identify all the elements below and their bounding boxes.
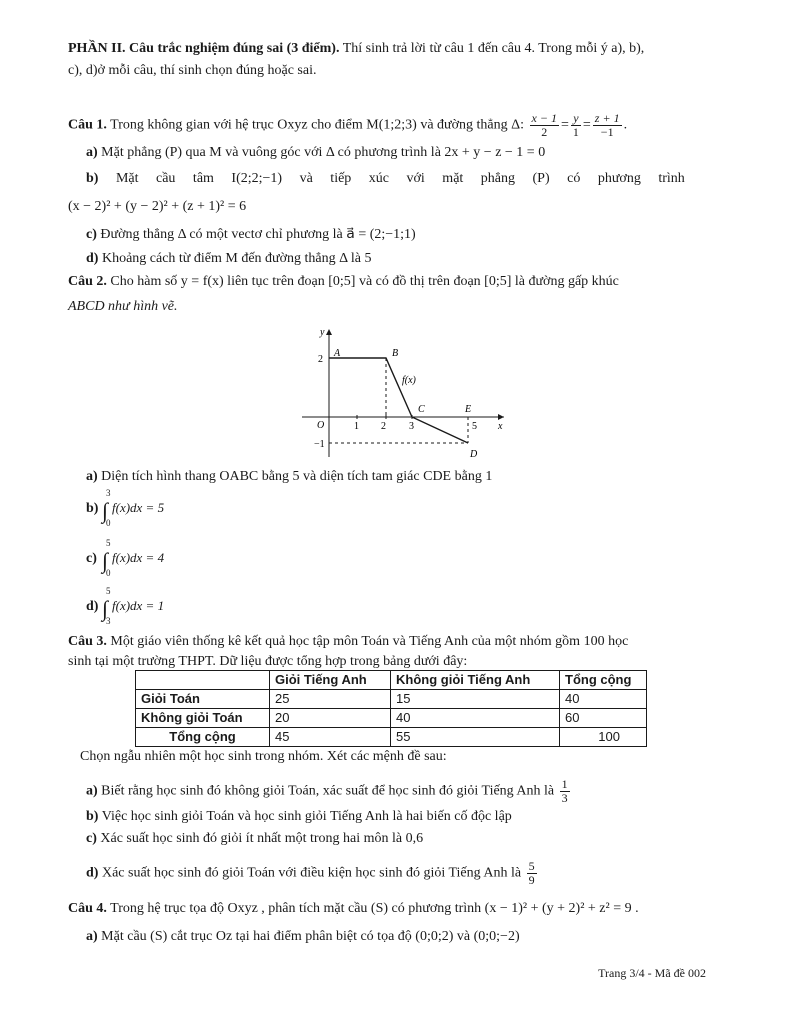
q1-option-b-eq: (x − 2)² + (y − 2)² + (z + 1)² = 6 (68, 199, 247, 214)
q2-stem-2: ABCD như hình vẽ. (68, 299, 178, 314)
page-footer: Trang 3/4 - Mã đề 002 (598, 966, 706, 980)
table-cell: 100 (560, 728, 647, 747)
table-cell: 55 (391, 728, 560, 747)
table-header: Tổng cộng (560, 671, 647, 690)
point-b-label: B (392, 348, 399, 359)
x-tick-2: 2 (381, 421, 386, 432)
table-row-header: Không giỏi Toán (136, 709, 270, 728)
q2-option-b: b) (86, 501, 99, 516)
q1-option-a: a) Mặt phẳng (P) qua M và vuông góc với Δ có phương trình là 2x + y − z − 1 = 0 (86, 145, 546, 160)
point-c-label: C (418, 404, 425, 415)
q3-a-fraction: $\frac{1}{3}$ (561, 777, 568, 805)
part-header (68, 40, 644, 58)
q2-option-a: a) Diện tích hình thang OABC bằng 5 và diện tích tam giác CDE bằng 1 (86, 469, 493, 484)
q4-option-a: a) Mặt cầu (S) cắt trục Oz tại hai điểm phân biệt có tọa độ (0;0;2) và (0;0;−2) (86, 929, 520, 944)
table-cell: 45 (270, 728, 391, 747)
y-tick-2: 2 (318, 354, 323, 365)
q3-option-d: d) Xác suất học sinh đó giỏi Toán với điều kiện học sinh đó giỏi Tiếng Anh là $\frac{5}{9}$ (86, 859, 535, 887)
part-instructions-1: Thí sinh trả lời từ câu 1 đến câu 4. Trong mỗi ý a), b), (339, 41, 645, 56)
table-row (136, 709, 647, 728)
q1-text: Trong không gian với hệ trục Oxyz cho điểm M(1;2;3) và đường thẳng Δ: (106, 117, 525, 133)
x-axis-arrow (498, 414, 504, 420)
q3-stem: Câu 3. Một giáo viên thống kê kết quả học tập môn Toán và Tiếng Anh của một nhóm gồm 100 học (68, 634, 629, 649)
table-cell: 40 (560, 690, 647, 709)
table-cell: 25 (270, 690, 391, 709)
function-label: f(x) (402, 375, 416, 386)
part-title: PHẦN II. Câu trắc nghiệm đúng sai (3 điểm). (68, 41, 340, 56)
q1-option-b: b) Mặt cầu tâm I(2;2;−1) và tiếp xúc với mặt phẳng (P) có phương trình (86, 171, 685, 186)
function-polyline (329, 358, 468, 443)
q2-option-c: c) (86, 551, 97, 566)
table-cell: 60 (560, 709, 647, 728)
q3-choose: Chọn ngẫu nhiên một học sinh trong nhóm. Xét các mệnh đề sau: (80, 749, 447, 764)
point-a-label: A (334, 348, 341, 359)
q3-option-a: a) Biết rằng học sinh đó không giỏi Toán, xác suất để học sinh đó giỏi Tiếng Anh là $\frac{1}{3}$ (86, 777, 568, 805)
q4-stem: Câu 4. Trong hệ trục tọa độ Oxyz , phân tích mặt cầu (S) có phương trình (x − 1)² + (y + 2)² + z² = 9 . (68, 901, 639, 916)
q2-option-d: d) (86, 599, 99, 614)
part-instructions-2: c), d)ở mỗi câu, thí sinh chọn đúng hoặc sai. (68, 63, 317, 78)
q1-frac-x: $\frac{x - 1}{2}$ (531, 111, 557, 139)
q2-graph (292, 325, 512, 465)
q1-frac-y: $\frac{y}{1}$ (572, 111, 579, 139)
x-axis-label: x (498, 421, 503, 432)
q1-stem: Câu 1. Trong không gian với hệ trục Oxyz cho điểm M(1;2;3) và đường thẳng Δ: $\frac{x - 1}{2}$ = $\frac{y}{1}$ = $\frac{z + 1}{-1}$ . (68, 111, 628, 139)
table-header: Không giỏi Tiếng Anh (391, 671, 560, 690)
table-row (136, 671, 647, 690)
q1-label: Câu 1. (68, 117, 107, 133)
q3-d-fraction: $\frac{5}{9}$ (528, 859, 535, 887)
y-axis-label: y (320, 327, 325, 338)
table-cell: 40 (391, 709, 560, 728)
table-row (136, 690, 647, 709)
table-corner (136, 671, 270, 690)
table-row-header: Tổng cộng (136, 728, 270, 747)
table-cell: 15 (391, 690, 560, 709)
x-tick-5: 5 (472, 421, 477, 432)
point-e-label: E (465, 404, 472, 415)
y-axis-arrow (326, 329, 332, 335)
y-tick-minus1: −1 (314, 439, 325, 450)
q3-option-b: b) Việc học sinh giỏi Toán và học sinh giỏi Tiếng Anh là hai biến cố độc lập (86, 809, 512, 824)
q3-stem-2: sinh tại một trường THPT. Dữ liệu được tổng hợp trong bảng dưới đây: (68, 654, 468, 669)
x-tick-1: 1 (354, 421, 359, 432)
table-header: Giỏi Tiếng Anh (270, 671, 391, 690)
origin-label: O (317, 420, 325, 431)
q2-stem: Câu 2. Cho hàm số y = f(x) liên tục trên đoạn [0;5] và có đồ thị trên đoạn [0;5] là đường gấp khúc (68, 274, 619, 289)
q1-frac-z: $\frac{z + 1}{-1}$ (594, 111, 620, 139)
q3-table (135, 670, 647, 747)
q3-option-c: c) Xác suất học sinh đó giỏi ít nhất một trong hai môn là 0,6 (86, 831, 424, 846)
table-row (136, 728, 647, 747)
q1-option-c: c) Đường thẳng Δ có một vectơ chỉ phương là a⃗ = (2;−1;1) (86, 227, 416, 242)
x-tick-3: 3 (409, 421, 414, 432)
table-row-header: Giỏi Toán (136, 690, 270, 709)
point-d-label: D (470, 449, 478, 460)
table-cell: 20 (270, 709, 391, 728)
q1-option-d: d) Khoảng cách từ điểm M đến đường thẳng Δ là 5 (86, 251, 372, 266)
